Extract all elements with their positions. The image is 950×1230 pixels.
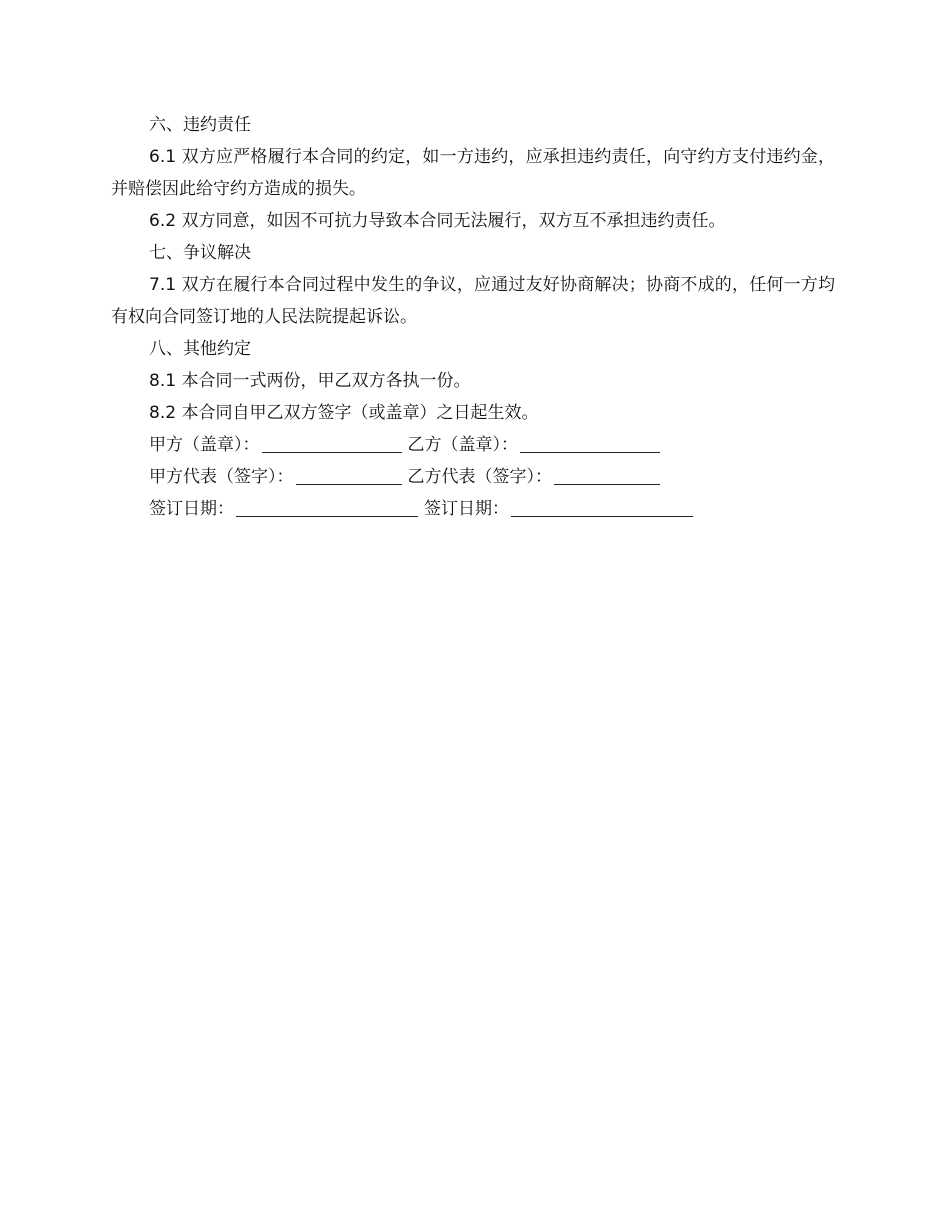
signature-line-date bbox=[111, 493, 835, 525]
date-b-label: 签订日期： bbox=[424, 499, 509, 519]
party-b-rep-blank[interactable] bbox=[554, 467, 660, 485]
clause-text: 6.1 双方应严格履行本合同的约定，如一方违约，应承担违约责任，向守约方支付违约金，并赔偿因此给守约方造成的损失。 bbox=[111, 147, 835, 199]
party-a-rep-label: 甲方代表（签字）： bbox=[149, 467, 294, 487]
section-heading: 六、违约责任 bbox=[149, 115, 251, 135]
party-b-seal-label: 乙方（盖章）： bbox=[407, 435, 518, 455]
party-a-seal-label: 甲方（盖章）： bbox=[149, 435, 260, 455]
section-heading: 八、其他约定 bbox=[149, 339, 251, 359]
section-heading: 七、争议解决 bbox=[149, 243, 251, 263]
date-b-blank[interactable] bbox=[511, 499, 693, 517]
party-b-rep-label: 乙方代表（签字）： bbox=[407, 467, 552, 487]
clause-text: 8.2 本合同自甲乙双方签字（或盖章）之日起生效。 bbox=[149, 403, 539, 423]
party-b-seal-blank[interactable] bbox=[520, 435, 660, 453]
clause-text: 6.2 双方同意，如因不可抗力导致本合同无法履行，双方互不承担违约责任。 bbox=[149, 211, 726, 231]
party-a-rep-blank[interactable] bbox=[296, 467, 402, 485]
clause-text: 7.1 双方在履行本合同过程中发生的争议，应通过友好协商解决；协商不成的，任何一方均有权向合同签订地的人民法院提起诉讼。 bbox=[111, 275, 835, 327]
signature-line-seal bbox=[111, 429, 835, 461]
document-body bbox=[111, 109, 835, 525]
party-a-seal-blank[interactable] bbox=[262, 435, 402, 453]
date-a-blank[interactable] bbox=[236, 499, 418, 517]
clause-text: 8.1 本合同一式两份，甲乙双方各执一份。 bbox=[149, 371, 471, 391]
signature-line-rep bbox=[111, 461, 835, 493]
date-a-label: 签订日期： bbox=[149, 499, 234, 519]
